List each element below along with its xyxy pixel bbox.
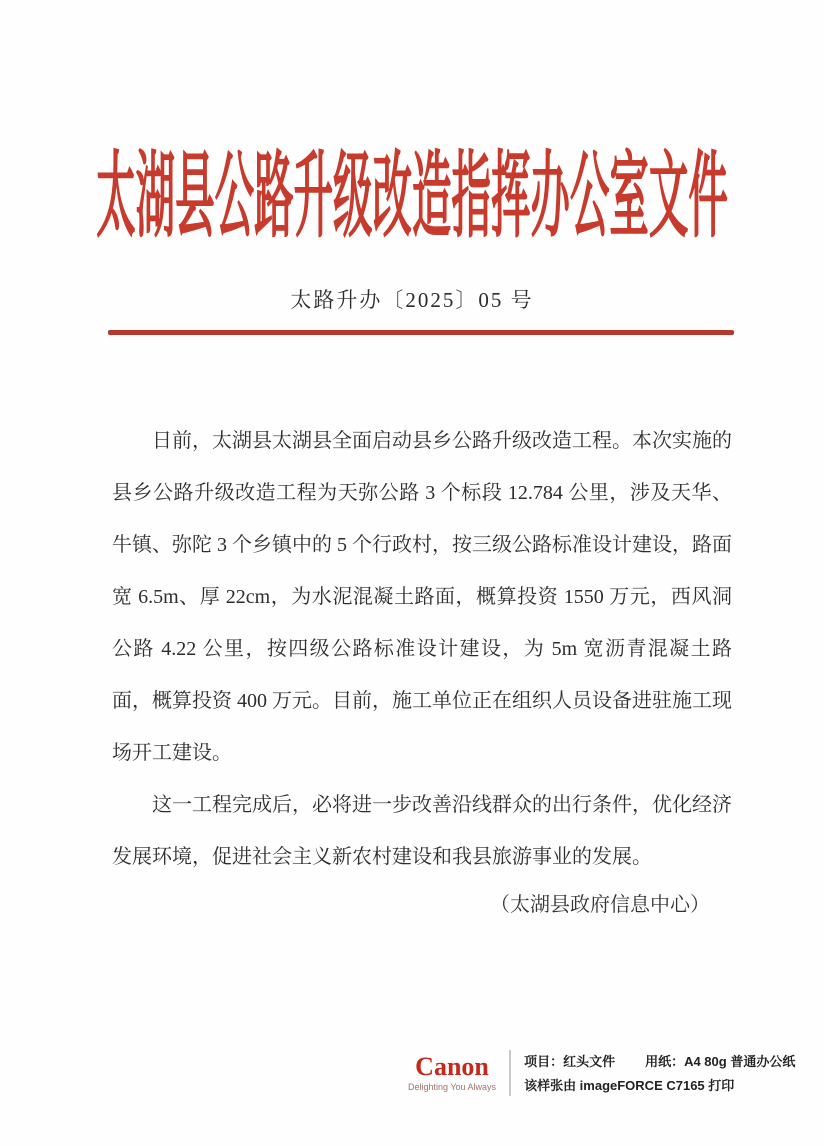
header-rule-line [108,330,734,335]
print-info [524,1055,795,1092]
canon-logo [408,1051,497,1092]
footer-divider-line [509,1050,511,1096]
print-footer [408,1050,795,1096]
print-device-label: 该样张由 imageFORCE C7165 打印 [524,1077,735,1093]
canon-tagline: Delighting You Always [408,1081,497,1092]
print-paper-label: 用纸：A4 80g 普通办公纸 [645,1053,796,1069]
print-project-label: 项目：红头文件 [524,1053,616,1069]
document-body [112,415,732,883]
canon-logo-text: Canon [415,1051,489,1081]
body-paragraph-1: 日前，太湖县太湖县全面启动县乡公路升级改造工程。本次实施的县乡公路升级改造工程为天弥公路 3 个标段 12.784 公里，涉及天华、牛镇、弥陀 3 个乡镇中的 5 个行政村，按三级公路标准设计建设，路面宽 6.5m、厚 22cm，为水泥混凝土路面，概算投资 1550 万元，西风洞公路 4.22 公里，按四级公路标准设计建设，为 5m 宽沥青混凝土路面，概算投资 400 万元。目前，施工单位正在组织人员设备进驻施工现场开工建设。 [112,430,732,764]
print-info-line-1 [524,1055,795,1068]
document-header [0,142,824,252]
body-paragraph-2: 这一工程完成后，必将进一步改善沿线群众的出行条件，优化经济发展环境，促进社会主义新农村建设和我县旅游事业的发展。 [112,794,732,868]
document-number: 太路升办〔2025〕05 号 [290,288,534,312]
document-title: 太湖县公路升级改造指挥办公室文件 [96,145,728,249]
signature-line: （太湖县政府信息中心） [490,894,710,916]
